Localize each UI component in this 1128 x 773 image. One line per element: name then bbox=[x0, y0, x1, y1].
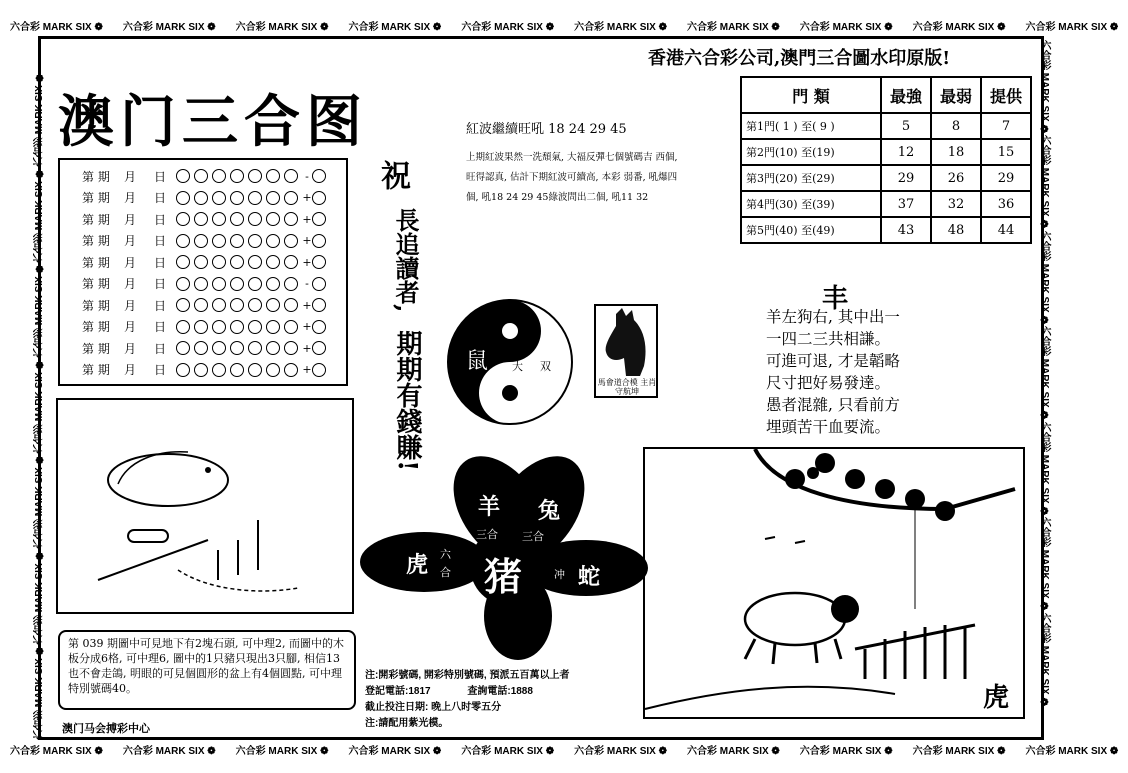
grid-circle bbox=[312, 298, 326, 312]
grid-circle bbox=[194, 191, 208, 205]
puzzle-note: 第 039 期圖中可見地下有2塊石頭, 可中理2, 而圖中的木板分成6格, 可中理6, 圖中的1只豬只現出3只腳, 相信13也不會走鴿, 明眼的可見個圓形的盆上有4個圓點, 可中理特別號碼40。 bbox=[58, 630, 356, 710]
border-mark: 六合彩 MARK SIX ❁ bbox=[235, 746, 329, 757]
grid-circle bbox=[212, 341, 226, 355]
door-offer: 36 bbox=[981, 191, 1031, 217]
door-weak: 8 bbox=[931, 113, 981, 139]
info-line3: 截止投注日期: 晚上八时零五分 bbox=[365, 702, 502, 713]
door-range: 第2門(10) 至(19) bbox=[741, 139, 881, 165]
grid-day: 日 bbox=[154, 277, 167, 291]
border-mark: 六合彩 MARK SIX ❁ bbox=[799, 22, 893, 33]
blessing-col2: 期期有錢賺! bbox=[392, 330, 422, 472]
door-weak: 32 bbox=[931, 191, 981, 217]
grid-circle bbox=[212, 169, 226, 183]
footer-left: 澳门马会搏彩中心 bbox=[62, 722, 150, 735]
grid-circle bbox=[248, 277, 262, 291]
border-mark: 六合彩 MARK SIX ❁ bbox=[10, 22, 103, 33]
border-mark: 六合彩 MARK SIX ❁ bbox=[235, 22, 329, 33]
border-mark: 六合彩 MARK SIX ❁ bbox=[10, 746, 103, 757]
border-mark: 六合彩 MARK SIX ❁ bbox=[122, 746, 216, 757]
grid-circle bbox=[312, 341, 326, 355]
grid-circle bbox=[194, 363, 208, 377]
doors-header-row bbox=[741, 77, 1031, 113]
grid-circle bbox=[284, 191, 298, 205]
number-grid bbox=[58, 158, 348, 386]
grid-month: 月 bbox=[124, 212, 137, 227]
grid-circle bbox=[248, 212, 262, 226]
header-strong: 最強 bbox=[881, 77, 931, 113]
grid-period: 第 期 bbox=[82, 169, 110, 184]
border-mark: 六合彩 MARK SIX ❁ bbox=[122, 22, 216, 33]
pig-sketch-icon bbox=[58, 400, 352, 612]
grid-row bbox=[82, 295, 330, 315]
flower-center: 猪 bbox=[484, 554, 523, 599]
grid-sign: - bbox=[305, 277, 309, 290]
border-mark: 六合彩 MARK SIX ❁ bbox=[1039, 135, 1050, 231]
door-range: 第1門( 1 ) 至( 9 ) bbox=[741, 113, 881, 139]
border-mark: 六合彩 MARK SIX ❁ bbox=[799, 746, 893, 757]
blessing-col1: 長追讀者, bbox=[391, 208, 420, 313]
grid-sign: + bbox=[302, 234, 312, 247]
door-offer: 7 bbox=[981, 113, 1031, 139]
grid-circle bbox=[194, 341, 208, 355]
grid-period: 第 期 bbox=[82, 298, 110, 313]
border-mark: 六合彩 MARK SIX ❁ bbox=[1039, 230, 1050, 327]
grid-circle bbox=[230, 212, 244, 226]
border-mark: 六合彩 MARK SIX ❁ bbox=[1039, 326, 1050, 422]
grid-circle bbox=[212, 191, 226, 205]
grid-day: 日 bbox=[154, 341, 167, 356]
grid-month: 月 bbox=[124, 255, 137, 270]
grid-month: 月 bbox=[124, 234, 137, 248]
grid-circle bbox=[230, 277, 244, 291]
info-line1: 注:開彩號碼, 開彩特別號碼, 預派五百萬以上者 bbox=[365, 670, 570, 681]
border-right bbox=[1039, 40, 1062, 740]
border-mark: 六合彩 MARK SIX ❁ bbox=[1039, 612, 1050, 709]
grid-month: 月 bbox=[124, 277, 137, 291]
flower-top-left: 羊 bbox=[478, 494, 501, 520]
grid-circle bbox=[212, 212, 226, 226]
bottom-info bbox=[365, 668, 569, 732]
door-strong: 5 bbox=[881, 113, 931, 139]
door-row bbox=[741, 113, 1031, 139]
grid-circle bbox=[248, 298, 262, 312]
grid-circle bbox=[266, 277, 280, 291]
grid-circle bbox=[194, 234, 208, 248]
poem-line: 一四二三共相謙。 bbox=[766, 330, 891, 348]
article-text: 上期紅波果然一洗頹氣, 大福反彈七個號碼吉 西個, 旺得認真, 估計下期紅波可續高, 本彩 弱番, 吼爆四個, 吼18 24 29 45綠波問出二個, 吼11 32 bbox=[466, 152, 678, 203]
grid-circle bbox=[230, 341, 244, 355]
grid-circle bbox=[312, 363, 326, 377]
grid-row bbox=[82, 188, 330, 208]
border-mark: 六合彩 MARK SIX ❁ bbox=[34, 644, 45, 740]
grid-row bbox=[82, 252, 330, 272]
grid-circle bbox=[248, 341, 262, 355]
grid-day: 日 bbox=[154, 191, 167, 205]
grid-circle bbox=[194, 255, 208, 269]
grid-circle bbox=[248, 234, 262, 248]
poem bbox=[766, 306, 900, 438]
grid-circle bbox=[176, 277, 190, 291]
company-line: 香港六合彩公司,澳門三合圖水印原版! bbox=[648, 48, 951, 69]
grid-circle bbox=[230, 234, 244, 248]
grid-circle bbox=[312, 320, 326, 334]
border-mark: 六合彩 MARK SIX ❁ bbox=[686, 746, 780, 757]
grid-row bbox=[82, 166, 330, 186]
grid-circle bbox=[248, 255, 262, 269]
grid-period: 第 期 bbox=[82, 234, 110, 248]
border-mark: 六合彩 MARK SIX ❁ bbox=[686, 22, 780, 33]
grid-day: 日 bbox=[154, 212, 167, 227]
grid-circle bbox=[176, 191, 190, 205]
border-mark: 六合彩 MARK SIX ❁ bbox=[1025, 746, 1119, 757]
grid-sign: + bbox=[302, 212, 312, 226]
border-mark: 六合彩 MARK SIX ❁ bbox=[34, 358, 45, 454]
border-mark: 六合彩 MARK SIX ❁ bbox=[461, 746, 555, 757]
grid-circle bbox=[230, 320, 244, 334]
grid-sign: + bbox=[302, 363, 312, 376]
grid-period: 第 期 bbox=[82, 212, 110, 227]
grid-circle bbox=[266, 298, 280, 312]
door-offer: 29 bbox=[981, 165, 1031, 191]
grid-circle bbox=[176, 363, 190, 377]
grid-circle bbox=[312, 191, 326, 205]
lucky-numbers: 紅波繼續旺吼 18 24 29 45 bbox=[466, 122, 627, 137]
grid-circle bbox=[284, 341, 298, 355]
grid-row bbox=[82, 317, 330, 337]
header-door: 門 類 bbox=[741, 77, 881, 113]
border-bottom bbox=[0, 742, 1119, 758]
grid-day: 日 bbox=[154, 255, 167, 270]
poem-line: 愚者混雜, 只看前方 bbox=[766, 396, 900, 414]
door-strong: 37 bbox=[881, 191, 931, 217]
grid-circle bbox=[284, 255, 298, 269]
border-mark: 六合彩 MARK SIX ❁ bbox=[912, 746, 1006, 757]
grid-circle bbox=[176, 255, 190, 269]
poem-line: 埋頭苦干血要流。 bbox=[766, 418, 891, 436]
grid-circle bbox=[212, 320, 226, 334]
border-mark: 六合彩 MARK SIX ❁ bbox=[34, 167, 45, 263]
grid-period: 第 期 bbox=[82, 255, 110, 270]
border-mark: 六合彩 MARK SIX ❁ bbox=[574, 746, 667, 757]
info-line2 bbox=[365, 684, 569, 700]
grid-sign: + bbox=[302, 320, 312, 333]
grid-sign: + bbox=[302, 341, 312, 355]
info-query-phone: 查詢電話:1888 bbox=[467, 686, 533, 697]
grid-row bbox=[82, 360, 330, 380]
grid-circle bbox=[266, 234, 280, 248]
grid-circle bbox=[230, 169, 244, 183]
grid-circle bbox=[194, 212, 208, 226]
grid-circle bbox=[284, 212, 298, 226]
grid-row bbox=[82, 231, 330, 251]
border-top bbox=[0, 18, 1119, 34]
grid-day: 日 bbox=[154, 169, 167, 184]
grid-circle bbox=[230, 255, 244, 269]
grid-circle bbox=[266, 212, 280, 226]
grid-circle bbox=[176, 298, 190, 312]
flower-chong: 冲 bbox=[554, 568, 565, 581]
grid-circle bbox=[230, 191, 244, 205]
grid-circle bbox=[212, 363, 226, 377]
horse-head-icon bbox=[596, 306, 656, 380]
door-strong: 12 bbox=[881, 139, 931, 165]
grid-period: 第 期 bbox=[82, 191, 110, 205]
grid-sign: + bbox=[302, 191, 312, 204]
grid-circle bbox=[284, 320, 298, 334]
flower-left: 虎 bbox=[406, 552, 429, 578]
door-range: 第3門(20) 至(29) bbox=[741, 165, 881, 191]
border-mark: 六合彩 MARK SIX ❁ bbox=[34, 262, 45, 359]
poem-line: 尺寸把好易發達。 bbox=[766, 374, 891, 392]
grid-circle bbox=[266, 341, 280, 355]
grid-circle bbox=[176, 234, 190, 248]
door-offer: 44 bbox=[981, 217, 1031, 243]
grid-circle bbox=[248, 363, 262, 377]
poem-line: 可進可退, 才是韜略 bbox=[766, 352, 900, 370]
grid-circle bbox=[284, 298, 298, 312]
grid-circle bbox=[212, 277, 226, 291]
border-mark: 六合彩 MARK SIX ❁ bbox=[348, 22, 442, 33]
grid-circle bbox=[212, 234, 226, 248]
grid-circle bbox=[266, 320, 280, 334]
grid-month: 月 bbox=[124, 169, 137, 184]
yinyang-right-b: 双 bbox=[540, 360, 551, 373]
flower-right: 蛇 bbox=[578, 564, 601, 590]
header-weak: 最弱 bbox=[931, 77, 981, 113]
info-register-phone: 登記電話:1817 bbox=[365, 686, 431, 697]
door-strong: 43 bbox=[881, 217, 931, 243]
grid-circle bbox=[312, 234, 326, 248]
grid-circle bbox=[176, 341, 190, 355]
door-row bbox=[741, 139, 1031, 165]
grid-circle bbox=[194, 169, 208, 183]
grid-circle bbox=[266, 363, 280, 377]
grid-circle bbox=[266, 255, 280, 269]
grid-day: 日 bbox=[154, 298, 167, 313]
border-mark: 六合彩 MARK SIX ❁ bbox=[348, 746, 442, 757]
grid-circle bbox=[176, 212, 190, 226]
yinyang-left: 鼠 bbox=[466, 349, 489, 374]
grid-circle bbox=[284, 234, 298, 248]
grid-period: 第 期 bbox=[82, 341, 110, 356]
grid-sign: - bbox=[305, 169, 309, 183]
grid-period: 第 期 bbox=[82, 277, 110, 291]
grid-circle bbox=[312, 212, 326, 226]
grid-day: 日 bbox=[154, 234, 167, 248]
flower-liuhe-2: 合 bbox=[440, 566, 451, 579]
grid-circle bbox=[212, 298, 226, 312]
poem-line: 羊左狗右, 其中出一 bbox=[766, 308, 900, 326]
grid-circle bbox=[176, 320, 190, 334]
grid-circle bbox=[248, 191, 262, 205]
door-range: 第5門(40) 至(49) bbox=[741, 217, 881, 243]
poem-title: 丰 bbox=[822, 284, 849, 314]
border-mark: 六合彩 MARK SIX ❁ bbox=[1039, 517, 1050, 613]
door-row bbox=[741, 217, 1031, 243]
door-offer: 15 bbox=[981, 139, 1031, 165]
flower-top-right: 兔 bbox=[538, 498, 561, 524]
grid-month: 月 bbox=[124, 298, 137, 313]
border-mark: 六合彩 MARK SIX ❁ bbox=[912, 22, 1006, 33]
grid-month: 月 bbox=[124, 191, 137, 205]
horse-caption: 馬會道合模 主肖守航坤 bbox=[597, 378, 657, 396]
door-weak: 48 bbox=[931, 217, 981, 243]
door-range: 第4門(30) 至(39) bbox=[741, 191, 881, 217]
border-left bbox=[22, 40, 45, 740]
grid-row bbox=[82, 338, 330, 358]
cartoon-mark: 虎 bbox=[983, 683, 1010, 713]
door-weak: 18 bbox=[931, 139, 981, 165]
door-row bbox=[741, 165, 1031, 191]
flower-sanhe-1: 三合 bbox=[476, 528, 498, 541]
grid-circle bbox=[230, 363, 244, 377]
grid-circle bbox=[284, 277, 298, 291]
grid-row bbox=[82, 209, 330, 229]
grid-sign: + bbox=[302, 298, 312, 312]
grid-circle bbox=[284, 169, 298, 183]
yinyang-right-a: 大 bbox=[512, 360, 523, 373]
grid-circle bbox=[266, 191, 280, 205]
border-mark: 六合彩 MARK SIX ❁ bbox=[1039, 40, 1050, 136]
border-mark: 六合彩 MARK SIX ❁ bbox=[34, 453, 45, 550]
grid-sign: + bbox=[302, 255, 312, 269]
grid-circle bbox=[212, 255, 226, 269]
grid-circle bbox=[194, 277, 208, 291]
door-weak: 26 bbox=[931, 165, 981, 191]
pig-cartoon bbox=[56, 398, 354, 614]
grid-month: 月 bbox=[124, 363, 137, 377]
grid-circle bbox=[176, 169, 190, 183]
sheep-sketch-icon bbox=[645, 449, 1023, 717]
doors-table bbox=[740, 76, 1032, 244]
blessing-first: 祝 bbox=[375, 160, 410, 190]
grid-circle bbox=[230, 298, 244, 312]
grid-row bbox=[82, 274, 330, 294]
yin-yang-symbol bbox=[444, 296, 576, 428]
grid-day: 日 bbox=[154, 320, 167, 334]
flower-liuhe-1: 六 bbox=[440, 548, 451, 561]
page-title: 澳门三合图 bbox=[58, 90, 368, 155]
grid-period: 第 期 bbox=[82, 320, 110, 334]
grid-day: 日 bbox=[154, 363, 167, 377]
grid-circle bbox=[194, 320, 208, 334]
border-mark: 六合彩 MARK SIX ❁ bbox=[574, 22, 667, 33]
border-mark: 六合彩 MARK SIX ❁ bbox=[1025, 22, 1119, 33]
grid-circle bbox=[248, 169, 262, 183]
grid-circle bbox=[284, 363, 298, 377]
grid-month: 月 bbox=[124, 341, 137, 356]
border-mark: 六合彩 MARK SIX ❁ bbox=[1039, 421, 1050, 518]
grid-circle bbox=[312, 255, 326, 269]
door-strong: 29 bbox=[881, 165, 931, 191]
grid-period: 第 期 bbox=[82, 363, 110, 377]
info-line4: 注:請配用紫光模。 bbox=[365, 718, 449, 729]
grid-circle bbox=[312, 277, 326, 291]
door-row bbox=[741, 191, 1031, 217]
flower-sanhe-2: 三合 bbox=[522, 530, 544, 543]
border-mark: 六合彩 MARK SIX ❁ bbox=[34, 71, 45, 168]
grid-month: 月 bbox=[124, 320, 137, 334]
grid-circle bbox=[248, 320, 262, 334]
grid-circle bbox=[312, 169, 326, 183]
border-mark: 六合彩 MARK SIX ❁ bbox=[461, 22, 555, 33]
header-offer: 提供 bbox=[981, 77, 1031, 113]
sheep-cartoon bbox=[643, 447, 1025, 719]
grid-circle bbox=[266, 169, 280, 183]
border-mark: 六合彩 MARK SIX ❁ bbox=[34, 549, 45, 645]
grid-circle bbox=[194, 298, 208, 312]
